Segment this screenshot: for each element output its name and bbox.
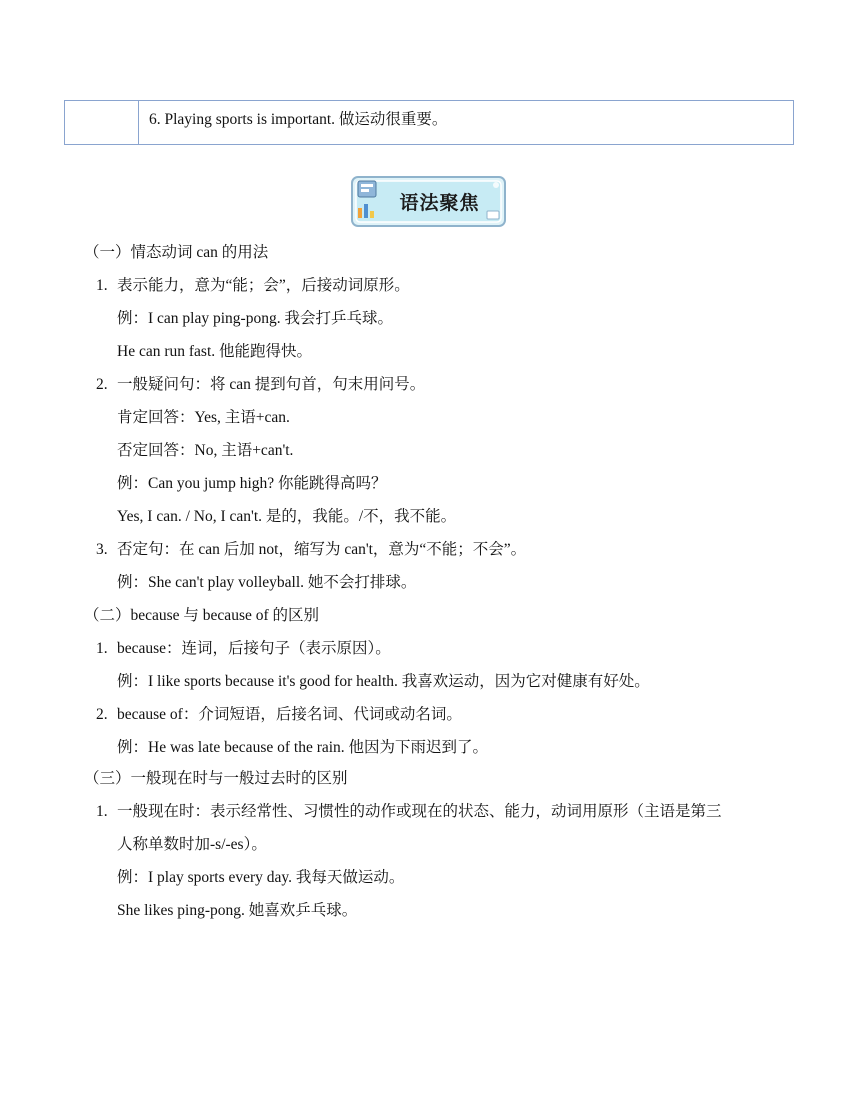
example-line: 例：He was late because of the rain. 他因为下雨迟到了。 xyxy=(117,739,489,756)
affirmative-answer: 肯定回答：Yes, 主语+can. xyxy=(117,409,290,426)
item-text: 一般疑问句：将 can 提到句首，句末用问号。 xyxy=(117,376,426,393)
table-cell-text: 6. Playing sports is important. 做运动很重要。 xyxy=(149,111,448,128)
section-heading-can: （一）情态动词 can 的用法 xyxy=(84,244,269,261)
item-text: because：连词，后接句子（表示原因）。 xyxy=(117,640,391,657)
example-line: He can run fast. 他能跑得快。 xyxy=(117,343,312,360)
example-line: She likes ping-pong. 她喜欢乒乓球。 xyxy=(117,902,358,919)
item-number: 1. xyxy=(96,803,108,820)
banner-title: 语法聚焦 xyxy=(399,192,480,214)
section-heading-tenses: （三）一般现在时与一般过去时的区别 xyxy=(84,770,348,787)
negative-answer: 否定回答：No, 主语+can't. xyxy=(117,442,294,459)
example-line: 例：Can you jump high? 你能跳得高吗？ xyxy=(117,475,387,492)
grammar-focus-banner xyxy=(350,175,507,228)
item-text-continued: 人称单数时加-s/-es）。 xyxy=(117,836,267,853)
item-number: 1. xyxy=(96,640,108,657)
example-line: 例：She can't play volleyball. 她不会打排球。 xyxy=(117,574,417,591)
example-line: Yes, I can. / No, I can't. 是的，我能。/不，我不能。 xyxy=(117,508,457,525)
item-text: 表示能力，意为“能；会”，后接动词原形。 xyxy=(117,277,410,294)
example-line: 例：I like sports because it's good for health. 我喜欢运动，因为它对健康有好处。 xyxy=(117,673,650,690)
section-heading-because: （二）because 与 because of 的区别 xyxy=(84,607,320,624)
item-text: 一般现在时：表示经常性、习惯性的动作或现在的状态、能力，动词用原形（主语是第三 xyxy=(117,803,722,820)
example-line: 例：I play sports every day. 我每天做运动。 xyxy=(117,869,405,886)
table-cell-empty xyxy=(65,101,139,144)
summary-table-row xyxy=(64,100,794,145)
item-number: 1. xyxy=(96,277,108,294)
item-number: 2. xyxy=(96,376,108,393)
example-line: 例：I can play ping-pong. 我会打乒乓球。 xyxy=(117,310,393,327)
item-text: because of：介词短语，后接名词、代词或动名词。 xyxy=(117,706,462,723)
item-text: 否定句：在 can 后加 not，缩写为 can't，意为“不能；不会”。 xyxy=(117,541,527,558)
item-number: 3. xyxy=(96,541,108,558)
item-number: 2. xyxy=(96,706,108,723)
